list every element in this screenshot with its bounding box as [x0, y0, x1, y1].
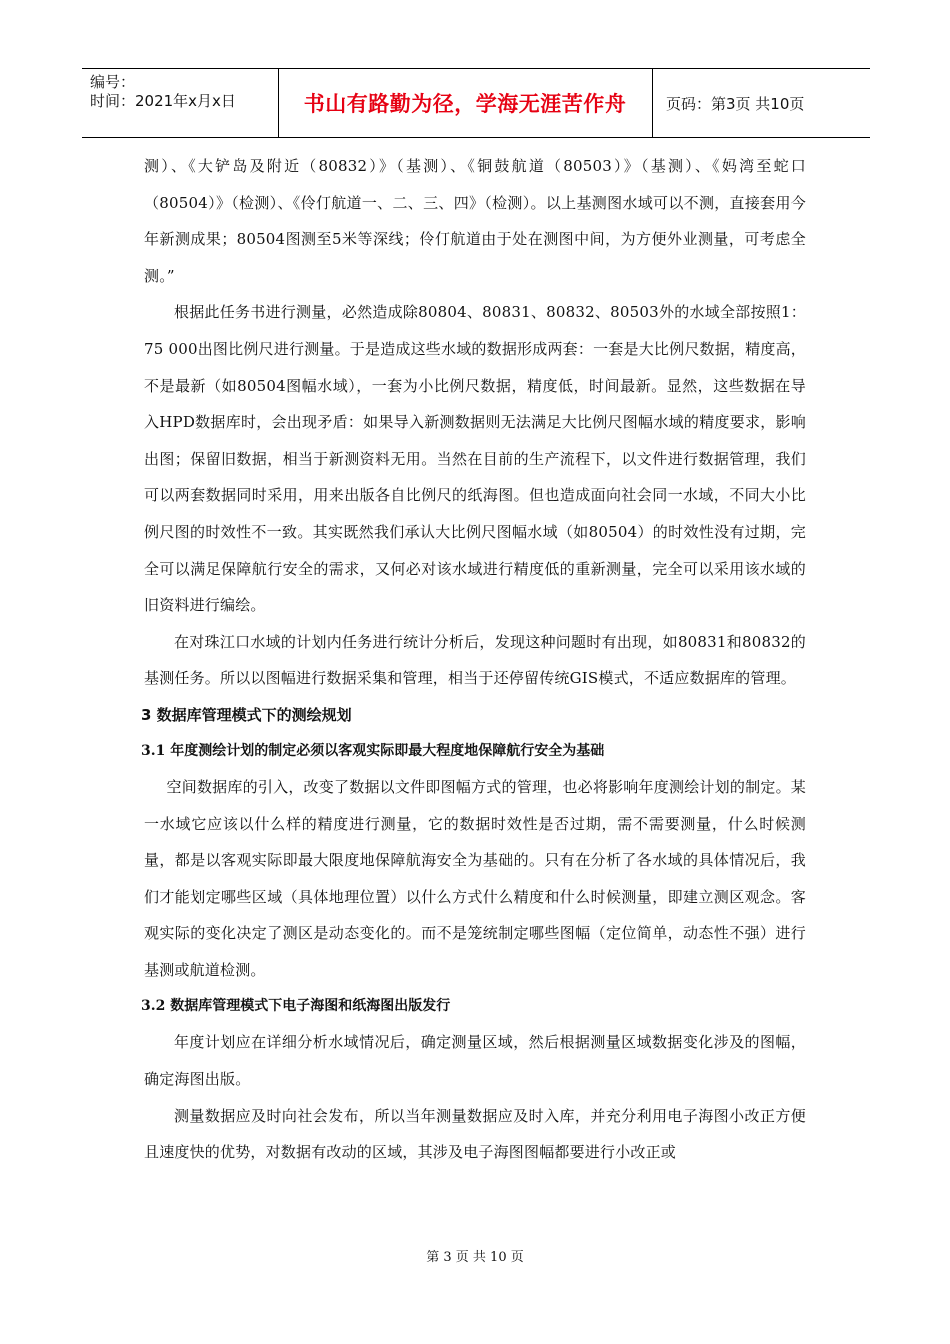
paragraph-task-analysis: 根据此任务书进行测量，必然造成除80804、80831、80832、80503外的水域全部按照1：75 000出图比例尺进行测量。于是造成这些水域的数据形成两套：一套是大比例尺数据，精度高，不是最新（如80504图幅水域），一套为小比例尺数据，精度低，时间最新。显然，这些数据在导入HPD数据库时，会出现矛盾：如果导入新测数据则无法满足大比例尺图幅水域的精度要求，影响出图；保留旧数据，相当于新测资料无用。当然在目前的生产流程下，以文件进行数据管理，我们可以两套数据同时采用，用来出版各自比例尺的纸海图。但也造成面向社会同一水域，不同大小比例尺图的时效性不一致。其实既然我们承认大比例尺图幅水域（如80504）的时效性没有过期，完全可以满足保障航行安全的需求，又何必对该水域进行精度低的重新测量，完全可以采用该水域的旧资料进行编绘。: [144, 303, 806, 615]
section-3-1-heading: 3.1 年度测绘计划的制定必须以客观实际即最大程度地保障航行安全为基础: [141, 742, 605, 759]
section-3-2-heading: 3.2 数据库管理模式下电子海图和纸海图出版发行: [141, 998, 451, 1015]
section-3-2-text-2: 测量数据应及时向社会发布，所以当年测量数据应及时入库，并充分利用电子海图小改正方便且速度快的优势，对数据有改动的区域，其涉及电子海图图幅都要进行小改正或: [144, 1106, 806, 1162]
date-label: 时间：2021年x月x日: [90, 92, 236, 110]
number-label: 编号：: [90, 73, 136, 91]
header-page-code: [652, 69, 884, 137]
page-footer: 第 3 页 共 10 页: [426, 1250, 524, 1265]
header-motto: [278, 69, 653, 137]
section-3-2-text-1: 年度计划应在详细分析水域情况后，确定测量区域，然后根据测量区域数据变化涉及的图幅，确定海图出版。: [144, 1033, 806, 1089]
paragraph-continued: 测）、《大铲岛及附近（80832）》（基测）、《铜鼓航道（80503）》（基测）、《妈湾至蛇口（80504）》（检测）、《伶仃航道一、二、三、四》（检测）。以上基测图水域可以不测，直接套用今年新测成果；80504图测至5米等深线；伶仃航道由于处在测图中间，为方便外业测量，可考虑全测。”: [144, 157, 806, 285]
page-header: [82, 68, 870, 138]
page-code-text: 页码：第3页 共10页: [666, 94, 805, 113]
section-3-1-text: 空间数据库的引入，改变了数据以文件即图幅方式的管理，也必将影响年度测绘计划的制定。某一水域它应该以什么样的精度进行测量，它的数据时效性是否过期，需不需要测量，什么时候测量，都是以客观实际即最大限度地保障航海安全为基础的。只有在分析了各水域的具体情况后，我们才能划定哪些区域（具体地理位置）以什么方式什么精度和什么时候测量，即建立测区观念。客观实际的变化决定了测区是动态变化的。而不是笼统制定哪些图幅（定位简单，动态性不强）进行基测或航道检测。: [144, 777, 806, 979]
header-meta: [82, 69, 279, 137]
document-body: [141, 148, 806, 1171]
section-3-heading: 3 数据库管理模式下的测绘规划: [141, 705, 352, 724]
motto-text: 书山有路勤为径，学海无涯苦作舟: [303, 92, 627, 116]
paragraph-pearl-river: 在对珠江口水域的计划内任务进行统计分析后，发现这种问题时有出现，如80831和80832的基测任务。所以以图幅进行数据采集和管理，相当于还停留传统GIS模式，不适应数据库的管理。: [144, 632, 806, 688]
